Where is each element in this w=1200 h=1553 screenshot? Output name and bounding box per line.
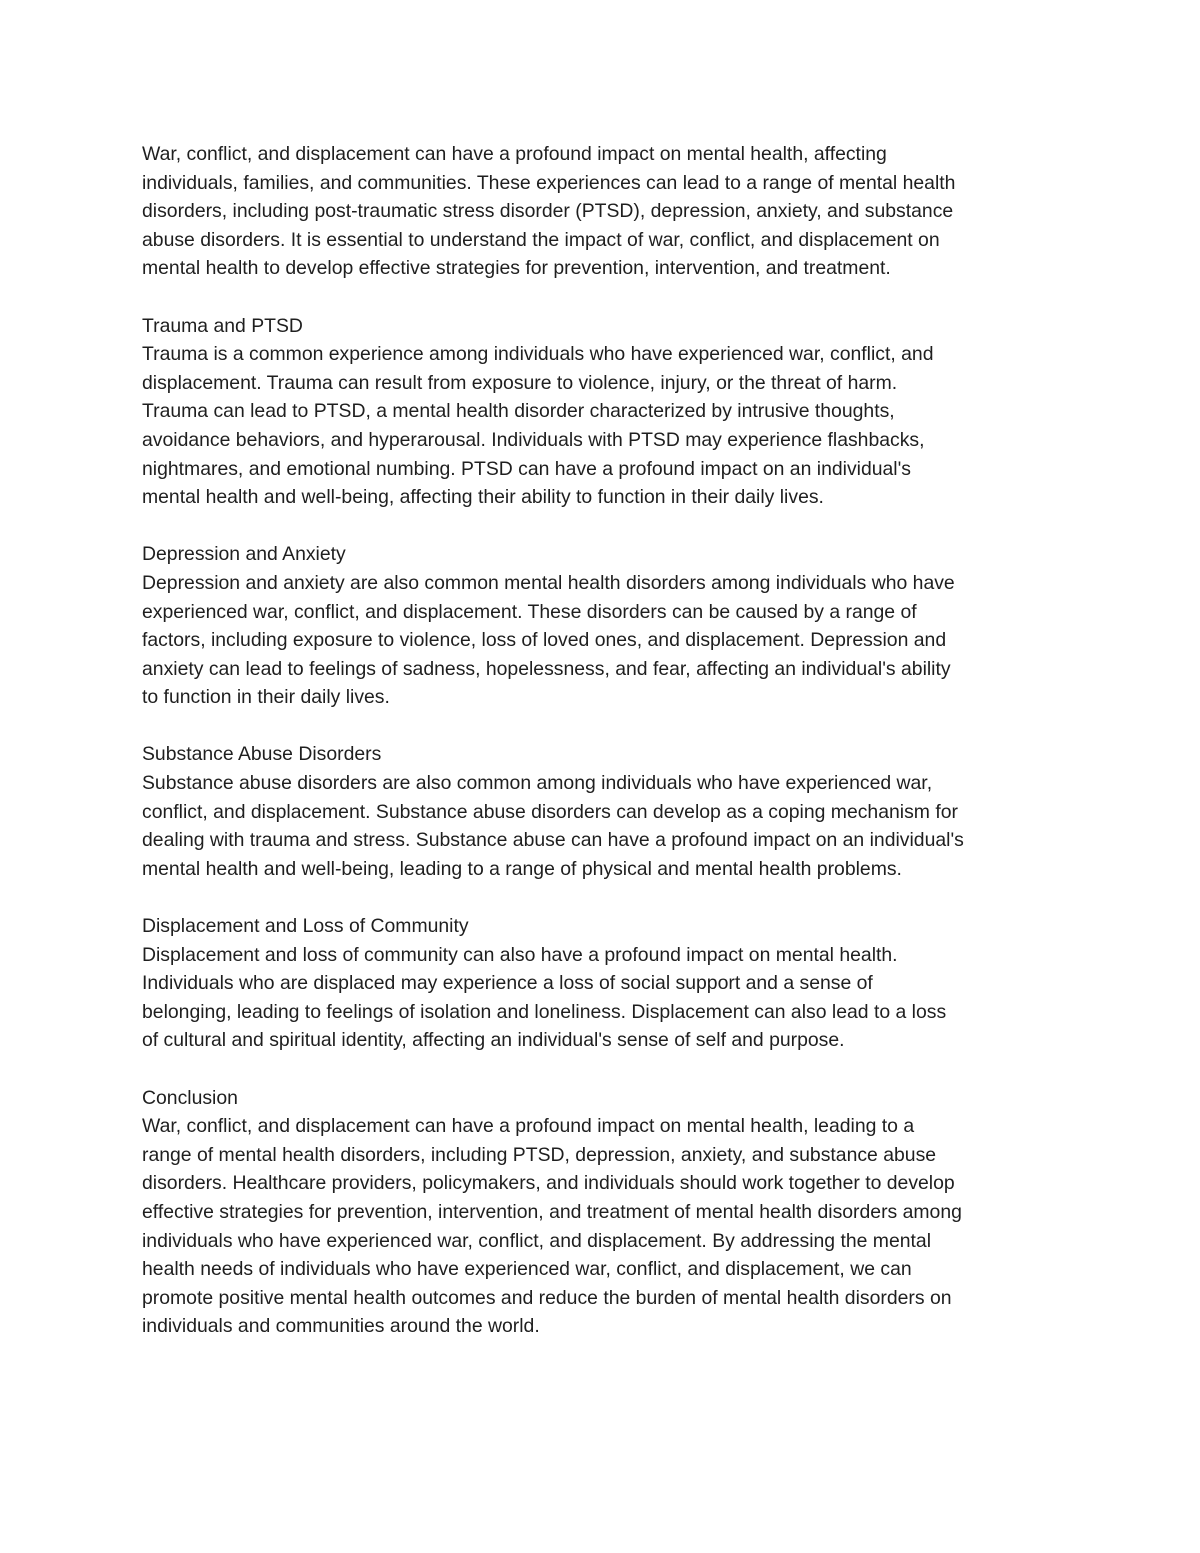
text-line: disorders. Healthcare providers, policymakers, and individuals should work together to develop xyxy=(142,1172,955,1195)
section-heading: Substance Abuse Disorders xyxy=(142,743,382,766)
text-line: individuals, families, and communities. These experiences can lead to a range of mental health xyxy=(142,171,956,194)
text-line: anxiety can lead to feelings of sadness, hopelessness, and fear, affecting an individual's ability xyxy=(142,657,951,680)
text-line: health needs of individuals who have experienced war, conflict, and displacement, we can xyxy=(142,1258,912,1281)
text-line: individuals and communities around the world. xyxy=(142,1315,540,1338)
section-heading: Trauma and PTSD xyxy=(142,314,303,337)
section-substance-abuse xyxy=(142,740,1072,883)
section-heading: Depression and Anxiety xyxy=(142,543,346,566)
text-line: War, conflict, and displacement can have a profound impact on mental health, affecting xyxy=(142,143,887,165)
text-line: experienced war, conflict, and displacement. These disorders can be caused by a range of xyxy=(142,600,917,623)
section-heading: Conclusion xyxy=(142,1086,238,1109)
text-line: to function in their daily lives. xyxy=(142,686,390,709)
section-conclusion xyxy=(142,1084,1072,1341)
text-line: Individuals who are displaced may experience a loss of social support and a sense of xyxy=(142,972,873,995)
text-line: Trauma is a common experience among individuals who have experienced war, conflict, and xyxy=(142,343,934,366)
text-line: War, conflict, and displacement can have a profound impact on mental health, leading to a xyxy=(142,1115,915,1138)
text-line: individuals who have experienced war, conflict, and displacement. By addressing the mental xyxy=(142,1229,932,1252)
text-line: effective strategies for prevention, intervention, and treatment of mental health disorders among xyxy=(142,1200,962,1223)
text-line: avoidance behaviors, and hyperarousal. Individuals with PTSD may experience flashbacks, xyxy=(142,428,925,451)
text-line: nightmares, and emotional numbing. PTSD can have a profound impact on an individual's xyxy=(142,457,912,480)
intro-paragraph xyxy=(142,140,1072,283)
text-line: mental health to develop effective strategies for prevention, intervention, and treatment. xyxy=(142,257,891,280)
text-line: mental health and well-being, affecting their ability to function in their daily lives. xyxy=(142,486,824,509)
text-line: promote positive mental health outcomes and reduce the burden of mental health disorders on xyxy=(142,1286,952,1309)
text-line: displacement. Trauma can result from exposure to violence, injury, or the threat of harm. xyxy=(142,371,898,394)
text-line: Depression and anxiety are also common mental health disorders among individuals who have xyxy=(142,571,955,594)
text-line: Substance abuse disorders are also common among individuals who have experienced war, xyxy=(142,772,933,795)
text-line: dealing with trauma and stress. Substance abuse can have a profound impact on an individual's xyxy=(142,829,964,852)
text-line: belonging, leading to feelings of isolation and loneliness. Displacement can also lead to a loss xyxy=(142,1000,947,1023)
text-line: factors, including exposure to violence, loss of loved ones, and displacement. Depression and xyxy=(142,629,947,652)
section-heading: Displacement and Loss of Community xyxy=(142,915,469,938)
section-displacement xyxy=(142,912,1072,1055)
section-depression-anxiety xyxy=(142,540,1072,712)
document-body xyxy=(142,140,1072,1370)
text-line: mental health and well-being, leading to a range of physical and mental health problems. xyxy=(142,857,902,880)
text-line: Trauma can lead to PTSD, a mental health disorder characterized by intrusive thoughts, xyxy=(142,400,895,423)
text-line: range of mental health disorders, including PTSD, depression, anxiety, and substance abuse xyxy=(142,1143,937,1166)
text-line: Displacement and loss of community can also have a profound impact on mental health. xyxy=(142,943,898,966)
text-line: of cultural and spiritual identity, affecting an individual's sense of self and purpose. xyxy=(142,1029,845,1052)
section-trauma-ptsd xyxy=(142,312,1072,512)
text-line: conflict, and displacement. Substance abuse disorders can develop as a coping mechanism for xyxy=(142,800,958,823)
text-line: disorders, including post-traumatic stress disorder (PTSD), depression, anxiety, and substance xyxy=(142,200,954,223)
text-line: abuse disorders. It is essential to understand the impact of war, conflict, and displacement on xyxy=(142,228,940,251)
